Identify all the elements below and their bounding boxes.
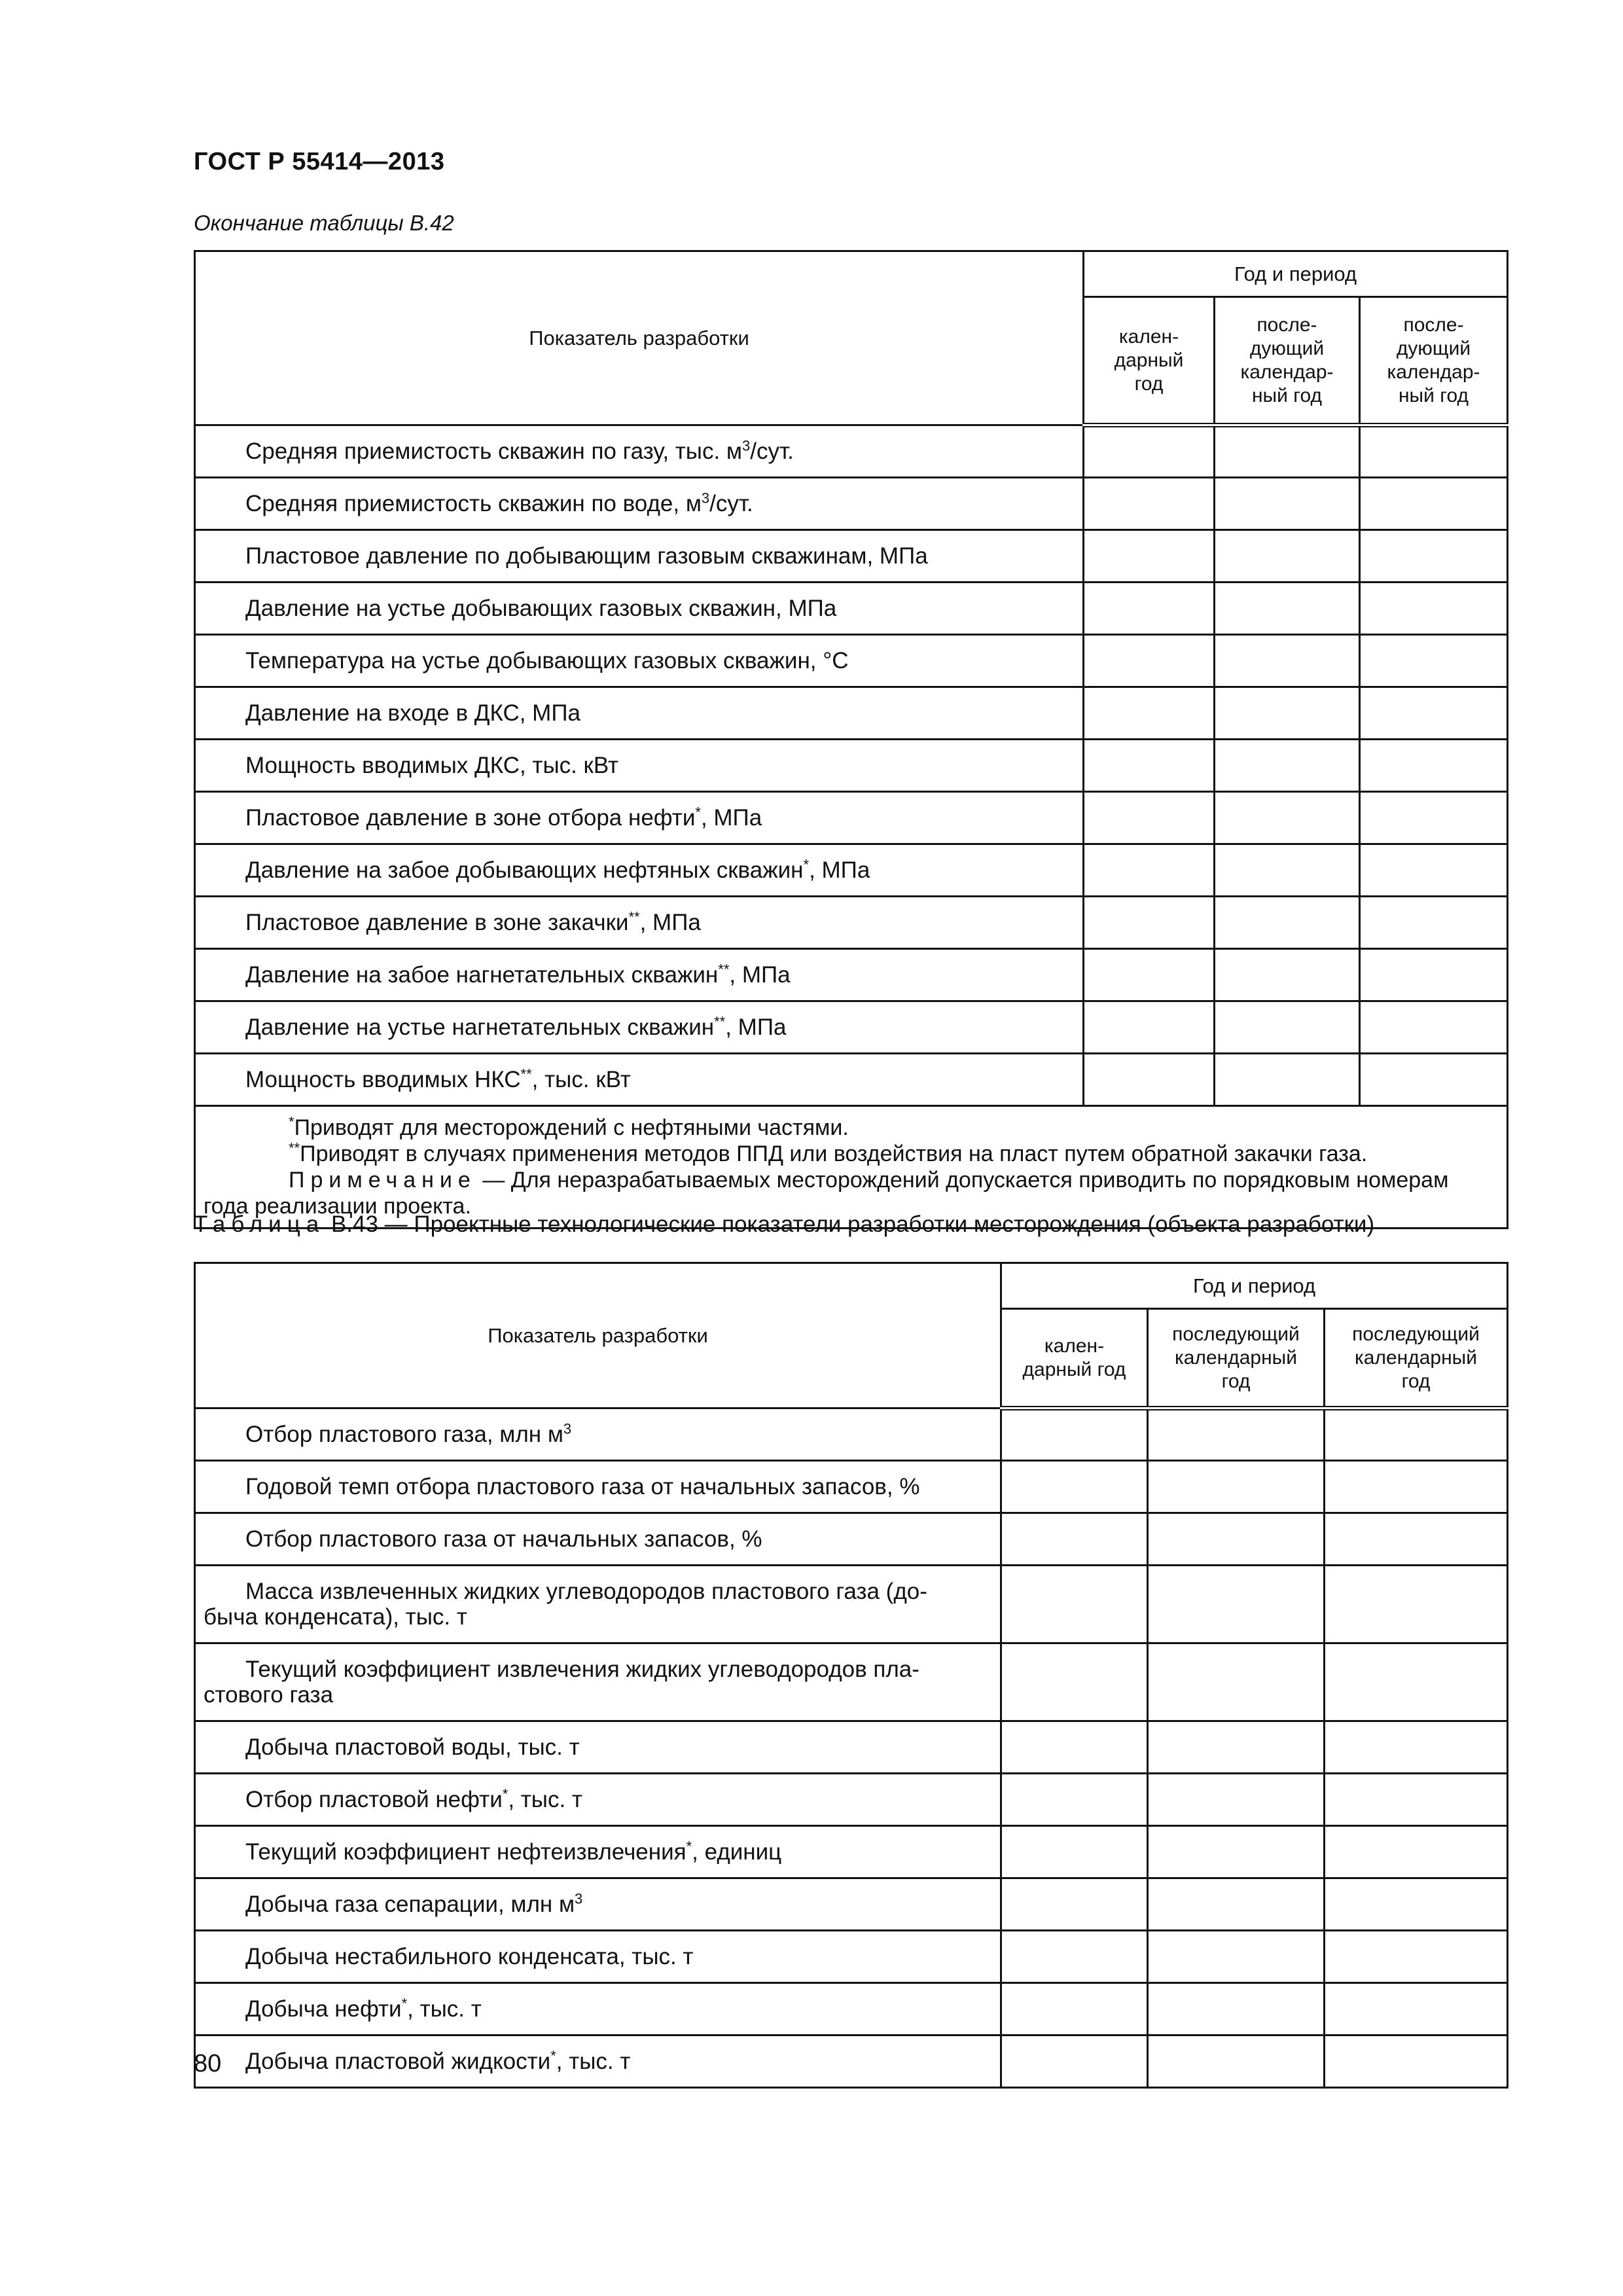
empty-value-cell [1001, 1566, 1148, 1643]
empty-value-cell [1360, 583, 1508, 635]
header-next-calendar-year-1: последующий календарный год [1148, 1309, 1325, 1408]
empty-value-cell [1215, 949, 1360, 1001]
empty-value-cell [1215, 530, 1360, 583]
row-superscript: * [401, 1995, 408, 2012]
row-text-continuation: быча конденсата), тыс. т [204, 1604, 467, 1630]
empty-value-cell [1148, 1983, 1325, 2036]
empty-value-cell [1215, 687, 1360, 740]
table-row [195, 478, 1508, 530]
empty-value-cell [1001, 1721, 1148, 1774]
row-text: Добыча нестабильного конденсата, тыс. т [245, 1943, 694, 1969]
note-2 [204, 1141, 1499, 1167]
row-indicator-label [195, 1983, 1001, 2036]
empty-value-cell [1325, 1513, 1508, 1566]
row-indicator-label [195, 949, 1084, 1001]
empty-value-cell [1084, 792, 1215, 844]
row-text-tail: , МПа [725, 1014, 787, 1040]
row-indicator-label [195, 1461, 1001, 1513]
header-calendar-year: кален- дарный год [1084, 297, 1215, 425]
row-text-tail: /сут. [750, 438, 794, 464]
table-row [195, 1931, 1508, 1983]
row-indicator-label [195, 1001, 1084, 1054]
table-row [195, 1643, 1508, 1721]
row-superscript: 3 [575, 1890, 583, 1907]
empty-value-cell [1215, 844, 1360, 897]
table-row [195, 792, 1508, 844]
empty-value-cell [1148, 1826, 1325, 1878]
empty-value-cell [1084, 1054, 1215, 1106]
empty-value-cell [1084, 635, 1215, 687]
row-indicator-label [195, 1054, 1084, 1106]
empty-value-cell [1215, 478, 1360, 530]
empty-value-cell [1360, 635, 1508, 687]
table-row [195, 740, 1508, 792]
table-b43 [194, 1262, 1508, 2089]
row-superscript: ** [718, 961, 730, 978]
empty-value-cell [1360, 844, 1508, 897]
empty-value-cell [1360, 687, 1508, 740]
empty-value-cell [1084, 583, 1215, 635]
row-text-tail: , тыс. т [508, 1786, 582, 1812]
table-row [195, 583, 1508, 635]
row-indicator-label [195, 1643, 1001, 1721]
page-number: 80 [194, 2050, 222, 2077]
empty-value-cell [1325, 1408, 1508, 1461]
table-b42 [194, 250, 1508, 1229]
row-indicator-label [195, 478, 1084, 530]
empty-value-cell [1001, 1643, 1148, 1721]
row-text: Давление на забое нагнетательных скважин [245, 961, 719, 988]
empty-value-cell [1148, 2036, 1325, 2088]
row-text: Средняя приемистость скважин по воде, м [245, 490, 702, 516]
empty-value-cell [1084, 425, 1215, 478]
empty-value-cell [1148, 1774, 1325, 1826]
row-text: Отбор пластового газа от начальных запасов, % [245, 1526, 762, 1552]
row-superscript: * [686, 1838, 692, 1855]
table-row [195, 1566, 1508, 1643]
row-text: Отбор пластового газа, млн м [245, 1421, 563, 1447]
table-notes [195, 1106, 1508, 1229]
empty-value-cell [1148, 1566, 1325, 1643]
empty-value-cell [1084, 844, 1215, 897]
empty-value-cell [1084, 740, 1215, 792]
empty-value-cell [1001, 1461, 1148, 1513]
empty-value-cell [1215, 740, 1360, 792]
row-indicator-label [195, 1408, 1001, 1461]
empty-value-cell [1148, 1878, 1325, 1931]
empty-value-cell [1215, 792, 1360, 844]
note-1 [204, 1115, 1499, 1141]
row-text-tail: , МПа [639, 909, 701, 935]
row-text-tail: , тыс. т [556, 2048, 631, 2074]
empty-value-cell [1148, 1408, 1325, 1461]
empty-value-cell [1325, 1566, 1508, 1643]
row-superscript: * [550, 2047, 556, 2064]
empty-value-cell [1084, 530, 1215, 583]
row-text: Годовой темп отбора пластового газа от начальных запасов, % [245, 1473, 920, 1499]
empty-value-cell [1360, 792, 1508, 844]
table-b43-title [194, 1211, 1374, 1238]
table-continuation-caption: Окончание таблицы В.42 [194, 211, 454, 235]
empty-value-cell [1360, 425, 1508, 478]
row-text-tail: , МПа [729, 961, 791, 988]
header-indicator: Показатель разработки [195, 251, 1084, 425]
table-row [195, 687, 1508, 740]
empty-value-cell [1360, 740, 1508, 792]
empty-value-cell [1001, 1826, 1148, 1878]
table-row [195, 1513, 1508, 1566]
row-text: Добыча нефти [245, 1996, 402, 2022]
empty-value-cell [1215, 897, 1360, 949]
row-indicator-label [195, 1774, 1001, 1826]
row-superscript: * [695, 804, 701, 821]
row-text: Добыча пластовой жидкости [245, 2048, 551, 2074]
row-text-tail: , единиц [692, 1839, 782, 1865]
empty-value-cell [1001, 1931, 1148, 1983]
table-b43-title-text: В.43 — Проектные технологические показатели разработки месторождения (объекта разработки) [325, 1211, 1375, 1237]
row-text: Температура на устье добывающих газовых скважин, °С [245, 647, 849, 673]
row-superscript: * [502, 1785, 508, 1803]
row-indicator-label [195, 1931, 1001, 1983]
empty-value-cell [1325, 1643, 1508, 1721]
empty-value-cell [1084, 687, 1215, 740]
table-row [195, 2036, 1508, 2088]
row-text-tail: , тыс. т [407, 1996, 482, 2022]
row-text: Добыча газа сепарации, млн м [245, 1891, 575, 1917]
empty-value-cell [1001, 1513, 1148, 1566]
row-superscript: 3 [563, 1420, 572, 1437]
row-text: Пластовое давление в зоне закачки [245, 909, 629, 935]
empty-value-cell [1148, 1721, 1325, 1774]
row-text: Средняя приемистость скважин по газу, тыс. м [245, 438, 742, 464]
table-row [195, 949, 1508, 1001]
header-next-calendar-year-1: после- дующий календар- ный год [1215, 297, 1360, 425]
note-1-text: Приводят для месторождений с нефтяными частями. [294, 1115, 849, 1140]
row-text-tail: /сут. [709, 490, 753, 516]
empty-value-cell [1148, 1643, 1325, 1721]
row-indicator-label [195, 2036, 1001, 2088]
row-indicator-label [195, 1566, 1001, 1643]
table-row [195, 1826, 1508, 1878]
header-next-calendar-year-2: последующий календарный год [1325, 1309, 1508, 1408]
note-remark-label: Примечание [289, 1168, 476, 1193]
document-code-header: ГОСТ Р 55414—2013 [194, 148, 445, 175]
table-row [195, 1878, 1508, 1931]
empty-value-cell [1215, 425, 1360, 478]
empty-value-cell [1325, 1931, 1508, 1983]
row-superscript: ** [714, 1013, 726, 1030]
empty-value-cell [1215, 1054, 1360, 1106]
empty-value-cell [1325, 1461, 1508, 1513]
empty-value-cell [1360, 478, 1508, 530]
row-indicator-label [195, 897, 1084, 949]
row-indicator-label [195, 1826, 1001, 1878]
row-text-tail: , тыс. кВт [531, 1066, 631, 1092]
empty-value-cell [1325, 1721, 1508, 1774]
row-indicator-label [195, 844, 1084, 897]
empty-value-cell [1001, 1878, 1148, 1931]
header-indicator: Показатель разработки [195, 1263, 1001, 1408]
empty-value-cell [1215, 635, 1360, 687]
row-indicator-label [195, 1721, 1001, 1774]
empty-value-cell [1325, 1826, 1508, 1878]
row-superscript: ** [628, 908, 640, 925]
empty-value-cell [1215, 583, 1360, 635]
table-row [195, 1001, 1508, 1054]
empty-value-cell [1001, 1774, 1148, 1826]
row-text-tail: , МПа [700, 804, 762, 831]
table-row [195, 635, 1508, 687]
empty-value-cell [1148, 1461, 1325, 1513]
table-row [195, 1461, 1508, 1513]
table-row [195, 530, 1508, 583]
empty-value-cell [1360, 530, 1508, 583]
row-indicator-label [195, 740, 1084, 792]
table-b43-title-label: Таблица [194, 1211, 325, 1237]
row-text: Текущий коэффициент нефтеизвлечения [245, 1839, 687, 1865]
empty-value-cell [1360, 949, 1508, 1001]
row-text-continuation: стового газа [204, 1682, 334, 1708]
row-text: Давление на входе в ДКС, МПа [245, 700, 580, 726]
table-row [195, 1408, 1508, 1461]
row-indicator-label [195, 583, 1084, 635]
table-row [195, 897, 1508, 949]
empty-value-cell [1325, 2036, 1508, 2088]
row-indicator-label [195, 635, 1084, 687]
empty-value-cell [1325, 1774, 1508, 1826]
row-text: Давление на устье нагнетательных скважин [245, 1014, 715, 1040]
empty-value-cell [1360, 1001, 1508, 1054]
row-text: Добыча пластовой воды, тыс. т [245, 1734, 580, 1760]
table-row [195, 1774, 1508, 1826]
note-remark-text: — Для неразрабатываемых месторождений допускается приводить по порядковым номерам года реализации проекта. [204, 1168, 1449, 1219]
row-indicator-label [195, 530, 1084, 583]
header-calendar-year: кален- дарный год [1001, 1309, 1148, 1408]
row-text: Пластовое давление в зоне отбора нефти [245, 804, 696, 831]
empty-value-cell [1001, 1408, 1148, 1461]
row-indicator-label [195, 425, 1084, 478]
row-indicator-label [195, 687, 1084, 740]
empty-value-cell [1325, 1983, 1508, 2036]
row-superscript: * [803, 856, 810, 873]
row-text: Мощность вводимых НКС [245, 1066, 521, 1092]
header-year-period: Год и период [1084, 251, 1508, 297]
row-superscript: ** [520, 1066, 532, 1083]
table-row [195, 425, 1508, 478]
row-text: Отбор пластовой нефти [245, 1786, 503, 1812]
note-1-mark: * [289, 1113, 294, 1130]
empty-value-cell [1360, 897, 1508, 949]
row-superscript: 3 [741, 437, 751, 454]
empty-value-cell [1084, 949, 1215, 1001]
row-text-tail: , МПа [809, 857, 870, 883]
empty-value-cell [1084, 897, 1215, 949]
empty-value-cell [1001, 1983, 1148, 2036]
row-indicator-label [195, 1878, 1001, 1931]
row-text: Давление на забое добывающих нефтяных скважин [245, 857, 804, 883]
row-text: Пластовое давление по добывающим газовым скважинам, МПа [245, 543, 928, 569]
table-row [195, 1721, 1508, 1774]
row-indicator-label [195, 792, 1084, 844]
row-indicator-label [195, 1513, 1001, 1566]
empty-value-cell [1148, 1931, 1325, 1983]
table-row [195, 1054, 1508, 1106]
empty-value-cell [1084, 1001, 1215, 1054]
table-row [195, 844, 1508, 897]
empty-value-cell [1215, 1001, 1360, 1054]
row-text: Мощность вводимых ДКС, тыс. кВт [245, 752, 619, 778]
header-year-period: Год и период [1001, 1263, 1508, 1309]
empty-value-cell [1001, 2036, 1148, 2088]
note-2-text: Приводят в случаях применения методов ППД или воздействия на пласт путем обратной закачки газа. [300, 1141, 1368, 1167]
row-text: Текущий коэффициент извлечения жидких углеводородов пла- [245, 1656, 919, 1682]
empty-value-cell [1360, 1054, 1508, 1106]
row-superscript: 3 [701, 490, 710, 507]
note-2-mark: ** [289, 1139, 300, 1157]
empty-value-cell [1148, 1513, 1325, 1566]
empty-value-cell [1084, 478, 1215, 530]
header-next-calendar-year-2: после- дующий календар- ный год [1360, 297, 1508, 425]
empty-value-cell [1325, 1878, 1508, 1931]
table-row [195, 1983, 1508, 2036]
row-text: Масса извлеченных жидких углеводородов пластового газа (до- [245, 1578, 927, 1604]
row-text: Давление на устье добывающих газовых скважин, МПа [245, 595, 837, 621]
